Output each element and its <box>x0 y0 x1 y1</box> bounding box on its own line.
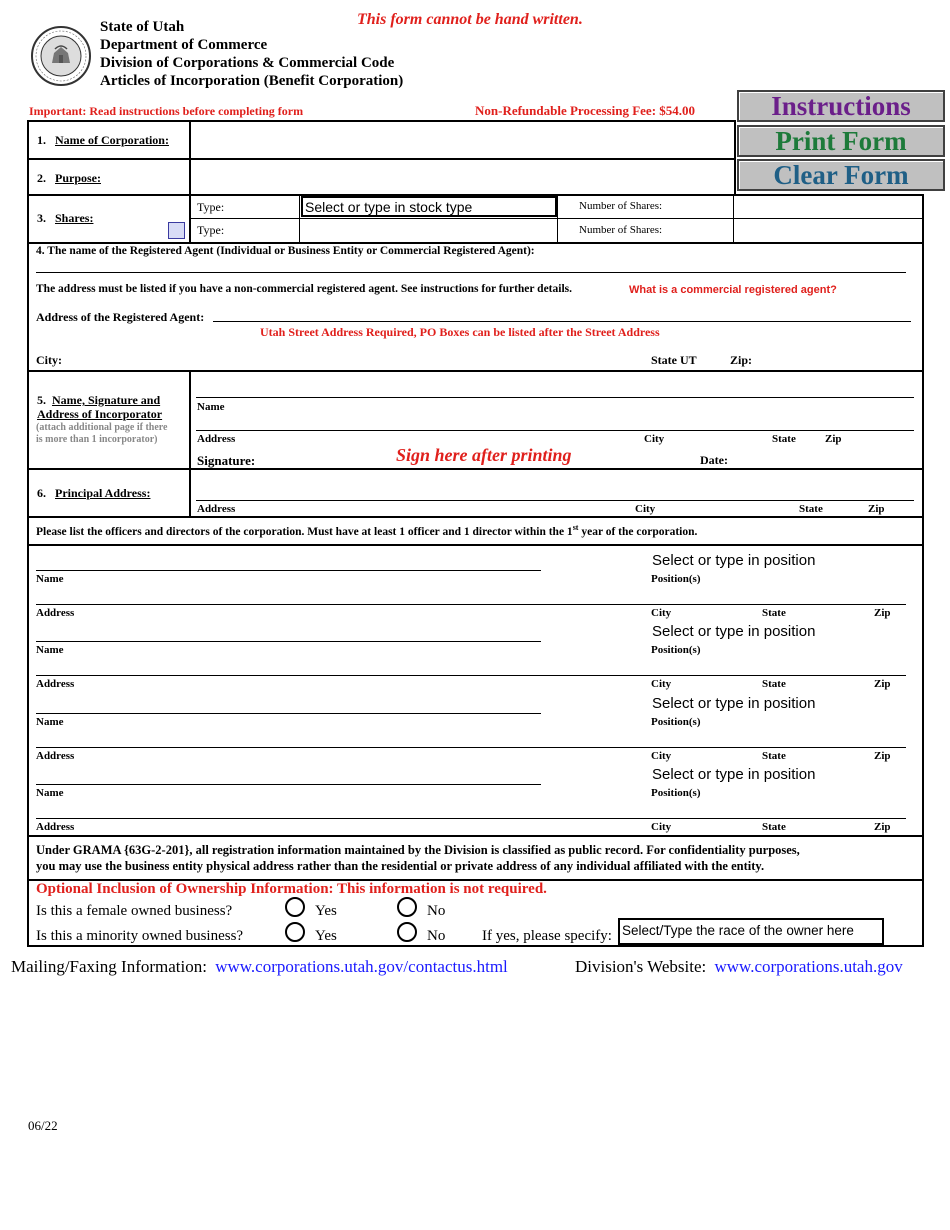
minority-owned-no-label: No <box>427 928 446 944</box>
officer-state-label: State <box>762 750 786 762</box>
website-info <box>575 957 903 977</box>
officers-intro-sup: st <box>572 523 579 532</box>
corporation-name-label: Name of Corporation: <box>55 133 169 147</box>
registered-agent-city-label: City: <box>36 353 62 367</box>
officer-address-input[interactable] <box>36 604 906 605</box>
incorporator-state-label: State <box>772 433 796 445</box>
officer-positions-label: Position(s) <box>651 644 701 656</box>
officer-positions-label: Position(s) <box>651 573 701 585</box>
officer-position-value: Select or type in position <box>652 623 816 640</box>
form-version: 06/22 <box>28 1118 58 1133</box>
officer-position-select[interactable] <box>650 764 870 784</box>
ownership-heading: Optional Inclusion of Ownership Information: This information is not required. <box>36 881 547 897</box>
incorporator-note-1: (attach additional page if there <box>36 422 168 433</box>
website-label: Division's Website: <box>575 957 707 976</box>
incorporator-note-2: is more than 1 incorporator) <box>36 434 158 445</box>
number-of-shares-label-1: Number of Shares: <box>579 200 663 212</box>
officer-city-label: City <box>651 607 672 619</box>
minority-owned-question: Is this a minority owned business? <box>36 928 244 944</box>
stock-type-2-input[interactable] <box>302 220 555 241</box>
officer-state-label: State <box>762 678 786 690</box>
female-owned-question: Is this a female owned business? <box>36 903 233 919</box>
officer-state-label: State <box>762 607 786 619</box>
officer-state-label: State <box>762 821 786 833</box>
processing-fee: Non-Refundable Processing Fee: $54.00 <box>475 103 696 118</box>
principal-address-state-label: State <box>799 503 823 515</box>
section-2-number: 2. <box>37 171 46 185</box>
officer-address-label: Address <box>36 821 75 833</box>
officer-position-select[interactable] <box>650 693 870 713</box>
minority-owned-yes-label: Yes <box>315 928 337 944</box>
commercial-agent-link[interactable]: What is a commercial registered agent? <box>629 284 837 296</box>
officer-position-value: Select or type in position <box>652 766 816 783</box>
contact-us-link[interactable]: www.corporations.utah.gov/contactus.html <box>215 957 508 976</box>
grama-line-1: Under GRAMA {63G-2-201}, all registration information maintained by the Division is classified as public record. For confidentiality purposes, <box>36 843 800 857</box>
officer-position-value: Select or type in position <box>652 552 816 569</box>
grama-line-2: you may use the business entity physical address rather than the residential or private address of any individual affiliated with the entity. <box>36 859 765 873</box>
officer-name-label: Name <box>36 787 64 799</box>
handwritten-warning: This form cannot be hand written. <box>357 11 583 28</box>
officer-address-label: Address <box>36 678 75 690</box>
female-owned-no-label: No <box>427 903 446 919</box>
incorporator-label-2: Address of Incorporator <box>37 407 163 421</box>
registered-agent-heading: 4. The name of the Registered Agent (Individual or Business Entity or Commercial Registered Agent): <box>36 245 535 257</box>
sign-here-note: Sign here after printing <box>396 445 572 465</box>
section-5-number: 5. <box>37 393 46 407</box>
state-seal <box>30 25 92 87</box>
incorporator-label-1: Name, Signature and <box>52 393 161 407</box>
officer-address-label: Address <box>36 750 75 762</box>
stock-type-select[interactable] <box>301 196 557 217</box>
header-form-title: Articles of Incorporation (Benefit Corporation) <box>100 73 404 89</box>
officer-name-label: Name <box>36 644 64 656</box>
section-4-box <box>27 242 924 372</box>
stock-type-value: Select or type in stock type <box>305 199 473 215</box>
officer-position-select[interactable] <box>650 550 870 570</box>
principal-address-input[interactable] <box>196 500 914 501</box>
registered-agent-zip-label: Zip: <box>730 353 753 367</box>
add-share-type-checkbox[interactable] <box>168 222 185 239</box>
mailing-info <box>11 957 508 977</box>
officer-name-input[interactable] <box>36 641 541 642</box>
purpose-label: Purpose: <box>55 171 101 185</box>
minority-owned-yes-radio[interactable] <box>285 922 305 942</box>
officer-zip-label: Zip <box>874 678 891 690</box>
incorporator-address-label: Address <box>197 433 236 445</box>
owner-race-value: Select/Type the race of the owner here <box>622 923 854 938</box>
principal-address-address-label: Address <box>197 503 236 515</box>
section-1-number: 1. <box>37 133 46 147</box>
registered-agent-state: State UT <box>651 353 697 367</box>
officer-position-value: Select or type in position <box>652 695 816 712</box>
shares-label: Shares: <box>55 211 94 225</box>
officers-intro-text: Please list the officers and directors of the corporation. Must have at least 1 officer and 1 director within the 1 <box>36 525 573 538</box>
female-owned-yes-label: Yes <box>315 903 337 919</box>
date-label: Date: <box>700 453 728 467</box>
type-label-1: Type: <box>197 200 225 214</box>
clear-form-button[interactable]: Clear Form <box>737 159 945 191</box>
officer-address-label: Address <box>36 607 75 619</box>
incorporator-address-input[interactable] <box>196 430 914 431</box>
officer-zip-label: Zip <box>874 750 891 762</box>
header-state: State of Utah <box>100 19 185 35</box>
incorporator-city-label: City <box>644 433 665 445</box>
registered-agent-note: The address must be listed if you have a non-commercial registered agent. See instructions for further details. <box>36 283 572 295</box>
principal-address-city-label: City <box>635 503 656 515</box>
race-specify-label: If yes, please specify: <box>482 928 612 944</box>
registered-agent-name-input[interactable] <box>36 272 906 273</box>
female-owned-no-radio[interactable] <box>397 897 417 917</box>
officer-name-input[interactable] <box>36 570 541 571</box>
officer-city-label: City <box>651 678 672 690</box>
section-6-number: 6. <box>37 486 46 500</box>
division-website-link[interactable]: www.corporations.utah.gov <box>714 957 903 976</box>
important-note: Important: Read instructions before completing form <box>29 104 304 118</box>
officer-name-label: Name <box>36 573 64 585</box>
officer-address-input[interactable] <box>36 818 906 819</box>
officer-city-label: City <box>651 750 672 762</box>
mailing-label: Mailing/Faxing Information: <box>11 957 207 976</box>
utah-address-note: Utah Street Address Required, PO Boxes can be listed after the Street Address <box>260 325 660 339</box>
officer-address-input[interactable] <box>36 747 906 748</box>
registered-agent-address-label: Address of the Registered Agent: <box>36 310 205 324</box>
officer-city-label: City <box>651 821 672 833</box>
officers-intro-text-end: year of the corporation. <box>578 525 698 538</box>
officer-name-input[interactable] <box>36 713 541 714</box>
officer-name-input[interactable] <box>36 784 541 785</box>
instructions-button[interactable]: Instructions <box>737 90 945 122</box>
officer-position-select[interactable] <box>650 621 870 641</box>
officer-positions-label: Position(s) <box>651 787 701 799</box>
number-of-shares-input-1[interactable] <box>736 197 922 217</box>
corporation-name-input[interactable] <box>193 123 731 157</box>
principal-address-zip-label: Zip <box>868 503 885 515</box>
officer-address-input[interactable] <box>36 675 906 676</box>
registered-agent-address-input[interactable] <box>213 321 911 322</box>
section-6-box <box>27 468 924 518</box>
officer-name-label: Name <box>36 716 64 728</box>
header-division: Division of Corporations & Commercial Code <box>100 55 395 71</box>
officer-zip-label: Zip <box>874 821 891 833</box>
officers-box <box>27 544 924 837</box>
incorporator-zip-label: Zip <box>825 433 842 445</box>
number-of-shares-label-2: Number of Shares: <box>579 224 663 236</box>
female-owned-yes-radio[interactable] <box>285 897 305 917</box>
officer-positions-label: Position(s) <box>651 716 701 728</box>
incorporator-name-input[interactable] <box>196 397 914 398</box>
principal-address-label: Principal Address: <box>55 486 151 500</box>
minority-owned-no-radio[interactable] <box>397 922 417 942</box>
incorporator-name-label: Name <box>197 401 225 413</box>
officers-intro <box>36 523 697 538</box>
signature-label: Signature: <box>197 453 256 468</box>
print-form-button[interactable]: Print Form <box>737 125 945 157</box>
section-3-number: 3. <box>37 211 46 225</box>
number-of-shares-input-2[interactable] <box>736 220 922 241</box>
officer-zip-label: Zip <box>874 607 891 619</box>
type-label-2: Type: <box>197 223 225 237</box>
purpose-input[interactable] <box>193 161 731 193</box>
owner-race-select[interactable] <box>618 918 884 945</box>
header-department: Department of Commerce <box>100 37 268 53</box>
